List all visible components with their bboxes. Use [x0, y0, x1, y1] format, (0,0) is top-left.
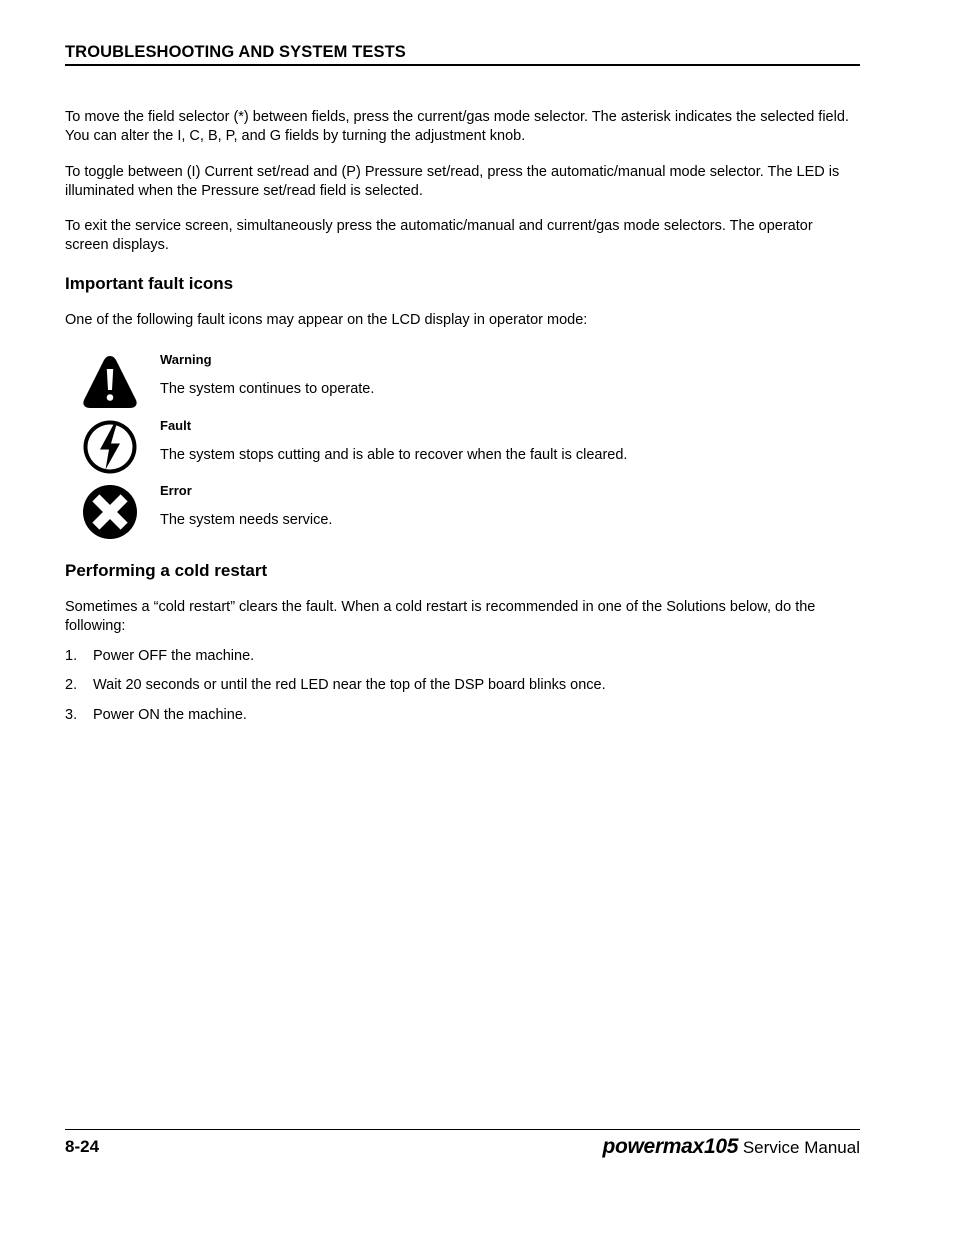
footer-divider	[65, 1129, 860, 1130]
step-number: 2.	[65, 677, 78, 693]
intro-paragraph-2: To toggle between (I) Current set/read and (P) Pressure set/read, press the automatic/manual mode selector. The LED is illuminated when the Pressure set/read field is selected.	[65, 164, 840, 199]
brand-logo-text: powermax105	[602, 1135, 739, 1158]
page-number: 8-24	[65, 1137, 100, 1156]
step-text: Power OFF the machine.	[93, 648, 255, 664]
error-title: Error	[160, 483, 192, 498]
warning-description: The system continues to operate.	[160, 381, 375, 397]
intro-paragraph-3: To exit the service screen, simultaneously press the automatic/manual and current/gas mode selectors. The operator screen displays.	[65, 218, 813, 253]
intro-paragraph-1: To move the field selector (*) between fields, press the current/gas mode selector. The asterisk indicates the selected field. You can alter the I, C, B, P, and G fields by turning the adjustment knob.	[65, 109, 849, 144]
fault-title: Fault	[160, 418, 192, 433]
step-text: Wait 20 seconds or until the red LED near the top of the DSP board blinks once.	[93, 677, 606, 693]
fault-icons-intro: One of the following fault icons may appear on the LCD display in operator mode:	[65, 312, 588, 328]
step-text: Power ON the machine.	[93, 707, 247, 723]
error-description: The system needs service.	[160, 512, 333, 528]
warning-title: Warning	[160, 352, 212, 367]
cold-restart-heading: Performing a cold restart	[65, 561, 268, 580]
section-title: TROUBLESHOOTING AND SYSTEM TESTS	[65, 43, 860, 66]
step-number: 3.	[65, 707, 78, 723]
list-item	[65, 648, 254, 664]
list-item	[65, 707, 247, 723]
footer-title	[602, 1135, 860, 1159]
fault-icons-heading: Important fault icons	[65, 274, 234, 293]
fault-icon	[82, 419, 138, 475]
error-icon	[82, 484, 138, 540]
cold-restart-intro: Sometimes a “cold restart” clears the fault. When a cold restart is recommended in one of the Solutions below, do the following:	[65, 599, 816, 634]
step-number: 1.	[65, 648, 78, 664]
fault-description: The system stops cutting and is able to recover when the fault is cleared.	[160, 447, 628, 463]
warning-icon	[82, 354, 138, 410]
list-item	[65, 677, 606, 693]
document-title: Service Manual	[742, 1138, 860, 1157]
